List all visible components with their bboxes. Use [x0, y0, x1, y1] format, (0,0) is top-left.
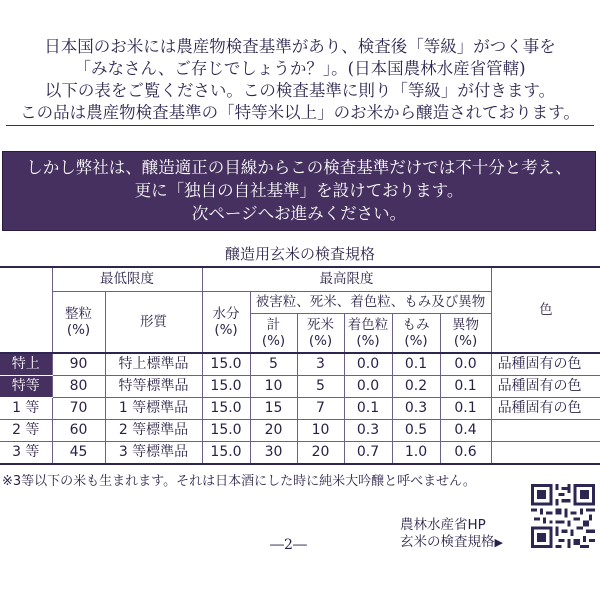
link-line-1: 農林水産省HP — [400, 517, 486, 533]
kei-cell: 15 — [250, 398, 297, 420]
chakushoku-cell: 0.0 — [344, 376, 392, 398]
header-keishitsu: 形質 — [105, 291, 202, 353]
intro-line-3: 以下の表をご覧ください。この検査基準に則り「等級」が付きます。 — [44, 81, 556, 100]
suibun-cell: 15.0 — [202, 376, 250, 398]
footnote: ※3等以下の米も生まれます。それは日本酒にした時に純米大吟醸と呼べません。 — [2, 474, 476, 489]
shimai-cell: 7 — [297, 398, 344, 420]
ibutsu-cell: 0.0 — [440, 353, 491, 376]
header-shimai: 死米 (%) — [297, 313, 344, 353]
kei-cell: 20 — [250, 420, 297, 442]
momi-cell: 0.2 — [392, 376, 440, 398]
color-cell — [491, 420, 600, 442]
keishitsu-cell: 1 等標準品 — [105, 398, 202, 420]
suibun-cell: 15.0 — [202, 353, 250, 376]
kei-cell: 30 — [250, 442, 297, 465]
chakushoku-cell: 0.1 — [344, 398, 392, 420]
banner-line-3: 次ページへお進みください。 — [191, 204, 407, 223]
momi-cell: 0.3 — [392, 398, 440, 420]
header-suibun: 水分 (%) — [202, 291, 250, 353]
color-cell: 品種固有の色 — [491, 398, 600, 420]
header-max-group: 最高限度 — [202, 267, 491, 291]
keishitsu-cell: 特上標準品 — [105, 353, 202, 376]
header-ibutsu: 異物 (%) — [440, 313, 491, 353]
header-damage-group: 被害粒、死米、着色粒、もみ及び異物 — [250, 291, 491, 313]
inspection-spec-table — [0, 266, 600, 465]
ibutsu-cell: 0.1 — [440, 376, 491, 398]
link-line-2: 玄米の検査規格 — [400, 534, 495, 550]
table-row — [0, 398, 600, 420]
grade-cell: 3 等 — [0, 442, 52, 465]
chakushoku-cell: 0.0 — [344, 353, 392, 376]
color-cell: 品種固有の色 — [491, 353, 600, 376]
banner-line-1: しかし弊社は、醸造適正の目線からこの検査基準だけでは不十分と考え、 — [26, 158, 572, 177]
table-row — [0, 420, 600, 442]
seiryu-cell: 70 — [52, 398, 105, 420]
chakushoku-cell: 0.3 — [344, 420, 392, 442]
table-row — [0, 353, 600, 376]
header-grade-blank — [0, 267, 52, 353]
momi-cell: 0.5 — [392, 420, 440, 442]
momi-cell: 1.0 — [392, 442, 440, 465]
keishitsu-cell: 2 等標準品 — [105, 420, 202, 442]
arrow-right-icon: ▶ — [494, 536, 503, 549]
suibun-cell: 15.0 — [202, 398, 250, 420]
notice-banner — [2, 151, 596, 231]
page-number: ―2― — [270, 537, 307, 553]
chakushoku-cell: 0.7 — [344, 442, 392, 465]
kei-cell: 5 — [250, 353, 297, 376]
table-row — [0, 442, 600, 465]
intro-text — [0, 36, 600, 126]
grade-cell: 1 等 — [0, 398, 52, 420]
kei-cell: 10 — [250, 376, 297, 398]
suibun-cell: 15.0 — [202, 442, 250, 465]
seiryu-cell: 45 — [52, 442, 105, 465]
suibun-cell: 15.0 — [202, 420, 250, 442]
intro-line-1: 日本国のお米には農産物検査基準があり、検査後「等級」がつく事を — [44, 37, 556, 56]
ibutsu-cell: 0.4 — [440, 420, 491, 442]
seiryu-cell: 60 — [52, 420, 105, 442]
ibutsu-cell: 0.1 — [440, 398, 491, 420]
ibutsu-cell: 0.6 — [440, 442, 491, 465]
grade-cell: 特等 — [0, 376, 52, 398]
shimai-cell: 5 — [297, 376, 344, 398]
seiryu-cell: 80 — [52, 376, 105, 398]
shimai-cell: 3 — [297, 353, 344, 376]
shimai-cell: 20 — [297, 442, 344, 465]
qr-code-icon[interactable] — [531, 483, 595, 549]
header-momi: もみ (%) — [392, 313, 440, 353]
grade-cell: 2 等 — [0, 420, 52, 442]
momi-cell: 0.1 — [392, 353, 440, 376]
header-min-group: 最低限度 — [52, 267, 202, 291]
shimai-cell: 10 — [297, 420, 344, 442]
table-title: 醸造用玄米の検査規格 — [224, 245, 375, 263]
intro-line-4-underlined: この品は農産物検査基準の「特等米以上」のお米から醸造されております。 — [6, 102, 594, 126]
color-cell — [491, 442, 600, 465]
maff-link[interactable] — [400, 517, 503, 551]
color-cell: 品種固有の色 — [491, 376, 600, 398]
intro-line-2: 「みなさん、ご存じでしょうか？」。(日本国農林水産省管轄) — [74, 59, 526, 78]
keishitsu-cell: 特等標準品 — [105, 376, 202, 398]
grade-cell: 特上 — [0, 353, 52, 376]
header-kei: 計 (%) — [250, 313, 297, 353]
header-chakushoku: 着色粒 (%) — [344, 313, 392, 353]
seiryu-cell: 90 — [52, 353, 105, 376]
header-seiryu: 整粒 (%) — [52, 291, 105, 353]
header-color: 色 — [491, 267, 600, 353]
banner-line-2: 更に「独自の自社基準」を設けております。 — [134, 181, 464, 200]
table-row — [0, 376, 600, 398]
keishitsu-cell: 3 等標準品 — [105, 442, 202, 465]
